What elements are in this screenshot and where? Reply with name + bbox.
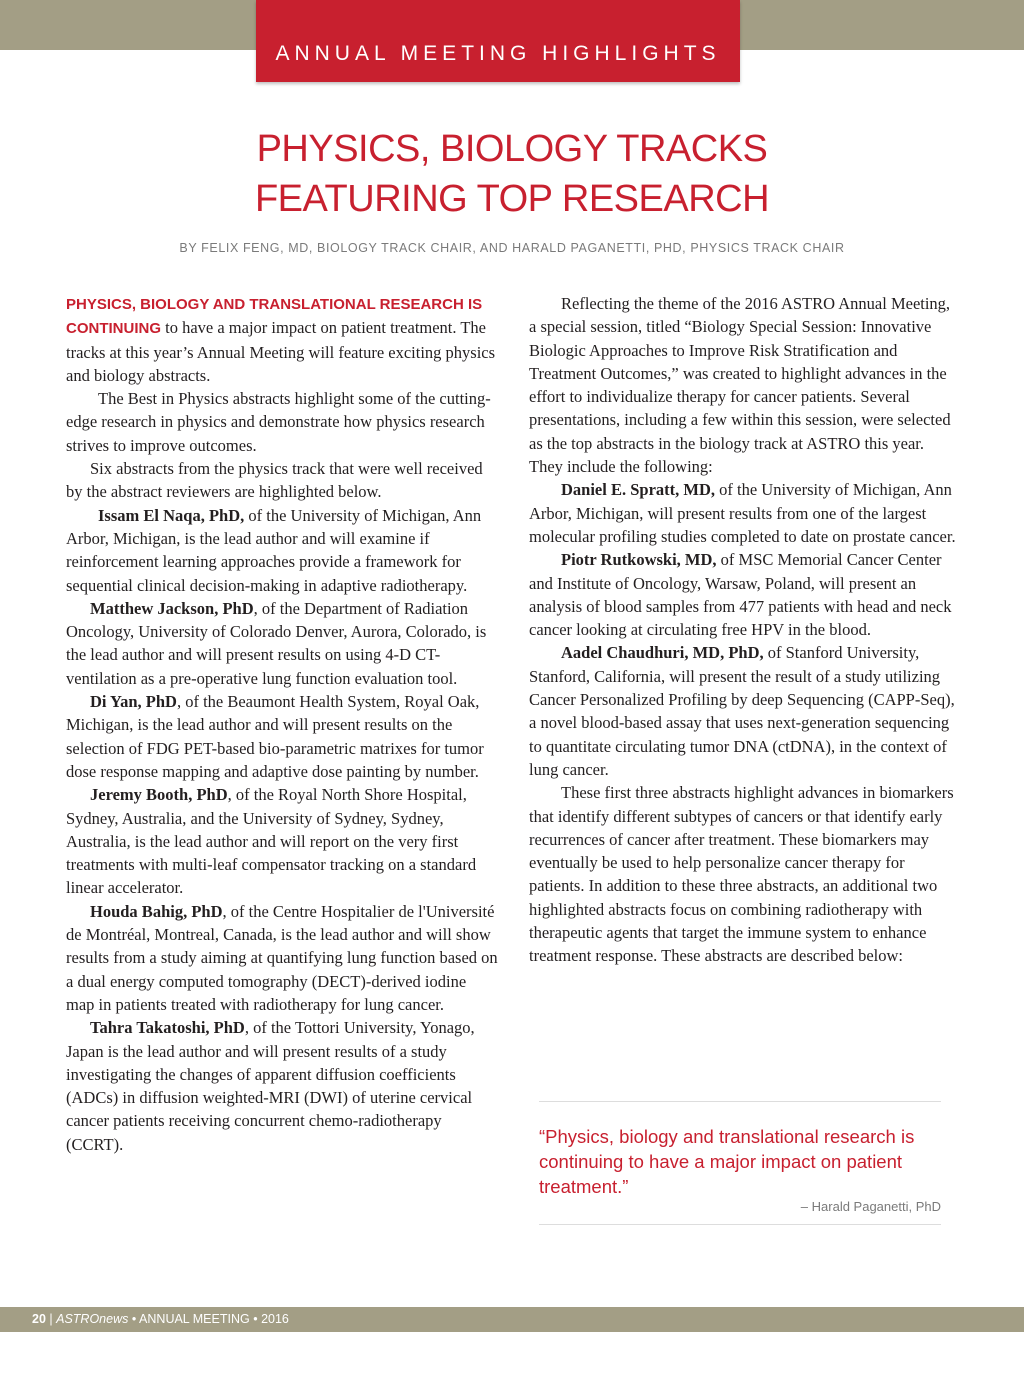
left-column [66,292,498,1156]
intro-paragraph [66,292,498,387]
author-name: Daniel E. Spratt, MD, [561,480,715,500]
footer-bullet: • [253,1312,258,1326]
article-title-line1: PHYSICS, BIOLOGY TRACKS [256,128,768,170]
abstract-entry [529,641,961,781]
entry-text: of MSC Memorial Cancer Center and Institute of Oncology, Warsaw, Poland, will present an analysis of blood samples from 477 patients with head and neck cancer looking at circulating free HPV in the blood. [529,550,952,640]
author-name: Piotr Rutkowski, MD, [561,550,717,570]
author-name: Di Yan, PhD [90,692,177,712]
author-name: Aadel Chaudhuri, MD, PhD, [561,643,764,663]
article-title-line2: FEATURING TOP RESEARCH [254,178,770,220]
entry-text: of Stanford University, Stanford, California, will present the result of a study utilizing Cancer Personalized Profiling by deep Sequencing (CAPP-Seq), a novel blood-based assay that uses next-generation sequencing to quantitate circulating tumor DNA (ctDNA), in the context of lung cancer. [529,643,955,779]
author-name: Matthew Jackson, PhD [90,598,254,618]
entry-text: of the University of Michigan, Ann Arbor, Michigan, will present results from one of the largest molecular profiling studies completed to date on prostate cancer. [529,480,956,546]
abstract-entry [66,597,498,690]
pull-quote-text: “Physics, biology and translational research is continuing to have a major impact on patient treatment.” [539,1126,915,1197]
abstract-entry [529,548,961,641]
author-name: Jeremy Booth, PhD [90,785,228,805]
entry-text: , of the Royal North Shore Hospital, Sydney, Australia, and the University of Sydney, Sydney, Australia, is the lead author and will report on the very first treatments with multi-leaf compensator tracking on a standard linear accelerator. [66,785,477,898]
entry-text: , of the Tottori University, Yonago, Japan is the lead author and will present results of a study investigating the changes of apparent diffusion coefficients (ADCs) in diffusion weighted-MRI (DWI) of uterine cervical cancer patients receiving concurrent chemo-radiotherapy (CCRT). [66,1018,475,1154]
right-column [529,292,961,968]
intro-text: to have a major impact on patient treatment. The tracks at this year’s Annual Meeting will feature exciting physics and biology abstracts. [66,318,496,385]
author-name: Issam El Naqa, PhD, [98,505,245,525]
abstract-entry [66,900,498,1016]
footer-year: 2016 [261,1312,289,1326]
pull-quote-attribution: – Harald Paganetti, PhD [800,1199,941,1214]
abstract-entry [66,783,498,899]
entry-text: of the University of Michigan, Ann Arbor, Michigan, is the lead author and will examine if reinforcement learning approaches provide a framework for sequential clinical decision-making in adaptive radiotherapy. [66,505,482,595]
section-banner-label: ANNUAL MEETING HIGHLIGHTS [275,42,721,65]
abstract-entry [529,478,961,548]
abstract-entry [66,504,498,597]
footer-section: ANNUAL MEETING [139,1312,250,1326]
pull-quote [539,1101,941,1225]
article-byline: BY FELIX FENG, MD, BIOLOGY TRACK CHAIR, AND HARALD PAGANETTI, PHD, PHYSICS TRACK CHAIR [179,241,845,255]
abstract-entry [66,690,498,783]
page-number: 20 [32,1312,46,1326]
page-footer [0,1307,1024,1332]
body-paragraph: Reflecting the theme of the 2016 ASTRO Annual Meeting, a special session, titled “Biology Special Session: Innovative Biologic Approaches to Improve Risk Stratification and Treatment Outcomes,” was created to highlight advances in the effort to individualize therapy for cancer patients. Several presentations, including a few within this session, were selected as the top abstracts in the biology track at ASTRO this year. They include the following: [529,294,951,477]
entry-text: , of the Department of Radiation Oncology, University of Colorado Denver, Aurora, Colorado, is the lead author and will present results on using 4-D CT-ventilation as a pre-operative lung function evaluation tool. [66,598,487,688]
section-banner [256,0,740,82]
lead-in-text: PHYSICS, BIOLOGY AND TRANSLATIONAL RESEARCH IS CONTINUING [66,296,483,338]
abstract-entry [66,1016,498,1156]
entry-text: , of the Beaumont Health System, Royal Oak, Michigan, is the lead author and will present results on the selection of FDG PET-based bio-parametric matrixes for tumor dose response mapping and adaptive dose painting by number. [66,692,484,781]
entry-text: , of the Centre Hospitalier de l'Université de Montréal, Montreal, Canada, is the lead author and will show results from a study aiming at quantifying lung function based on a dual energy computed tomography (DECT)-derived iodine map in patients treated with radiotherapy for lung cancer. [66,901,498,1014]
publication-name: ASTROnews [56,1312,129,1326]
body-paragraph: These first three abstracts highlight advances in biomarkers that identify different subtypes of cancers or that identify early recurrences of cancer after treatment. These biomarkers may eventually be used to help personalize cancer therapy for patients. In addition to these three abstracts, an additional two highlighted abstracts focus on combining radiotherapy with therapeutic agents that target the immune system to enhance treatment response. These abstracts are described below: [529,783,954,966]
body-paragraph: The Best in Physics abstracts highlight some of the cutting-edge research in physics and demonstrate how physics research strives to improve outcomes. [66,389,491,455]
footer-bullet: • [131,1312,137,1326]
footer-separator: | [49,1312,53,1326]
author-name: Tahra Takatoshi, PhD [90,1018,245,1038]
author-name: Houda Bahig, PhD [90,901,223,921]
body-paragraph: Six abstracts from the physics track that were well received by the abstract reviewers are highlighted below. [66,459,483,502]
